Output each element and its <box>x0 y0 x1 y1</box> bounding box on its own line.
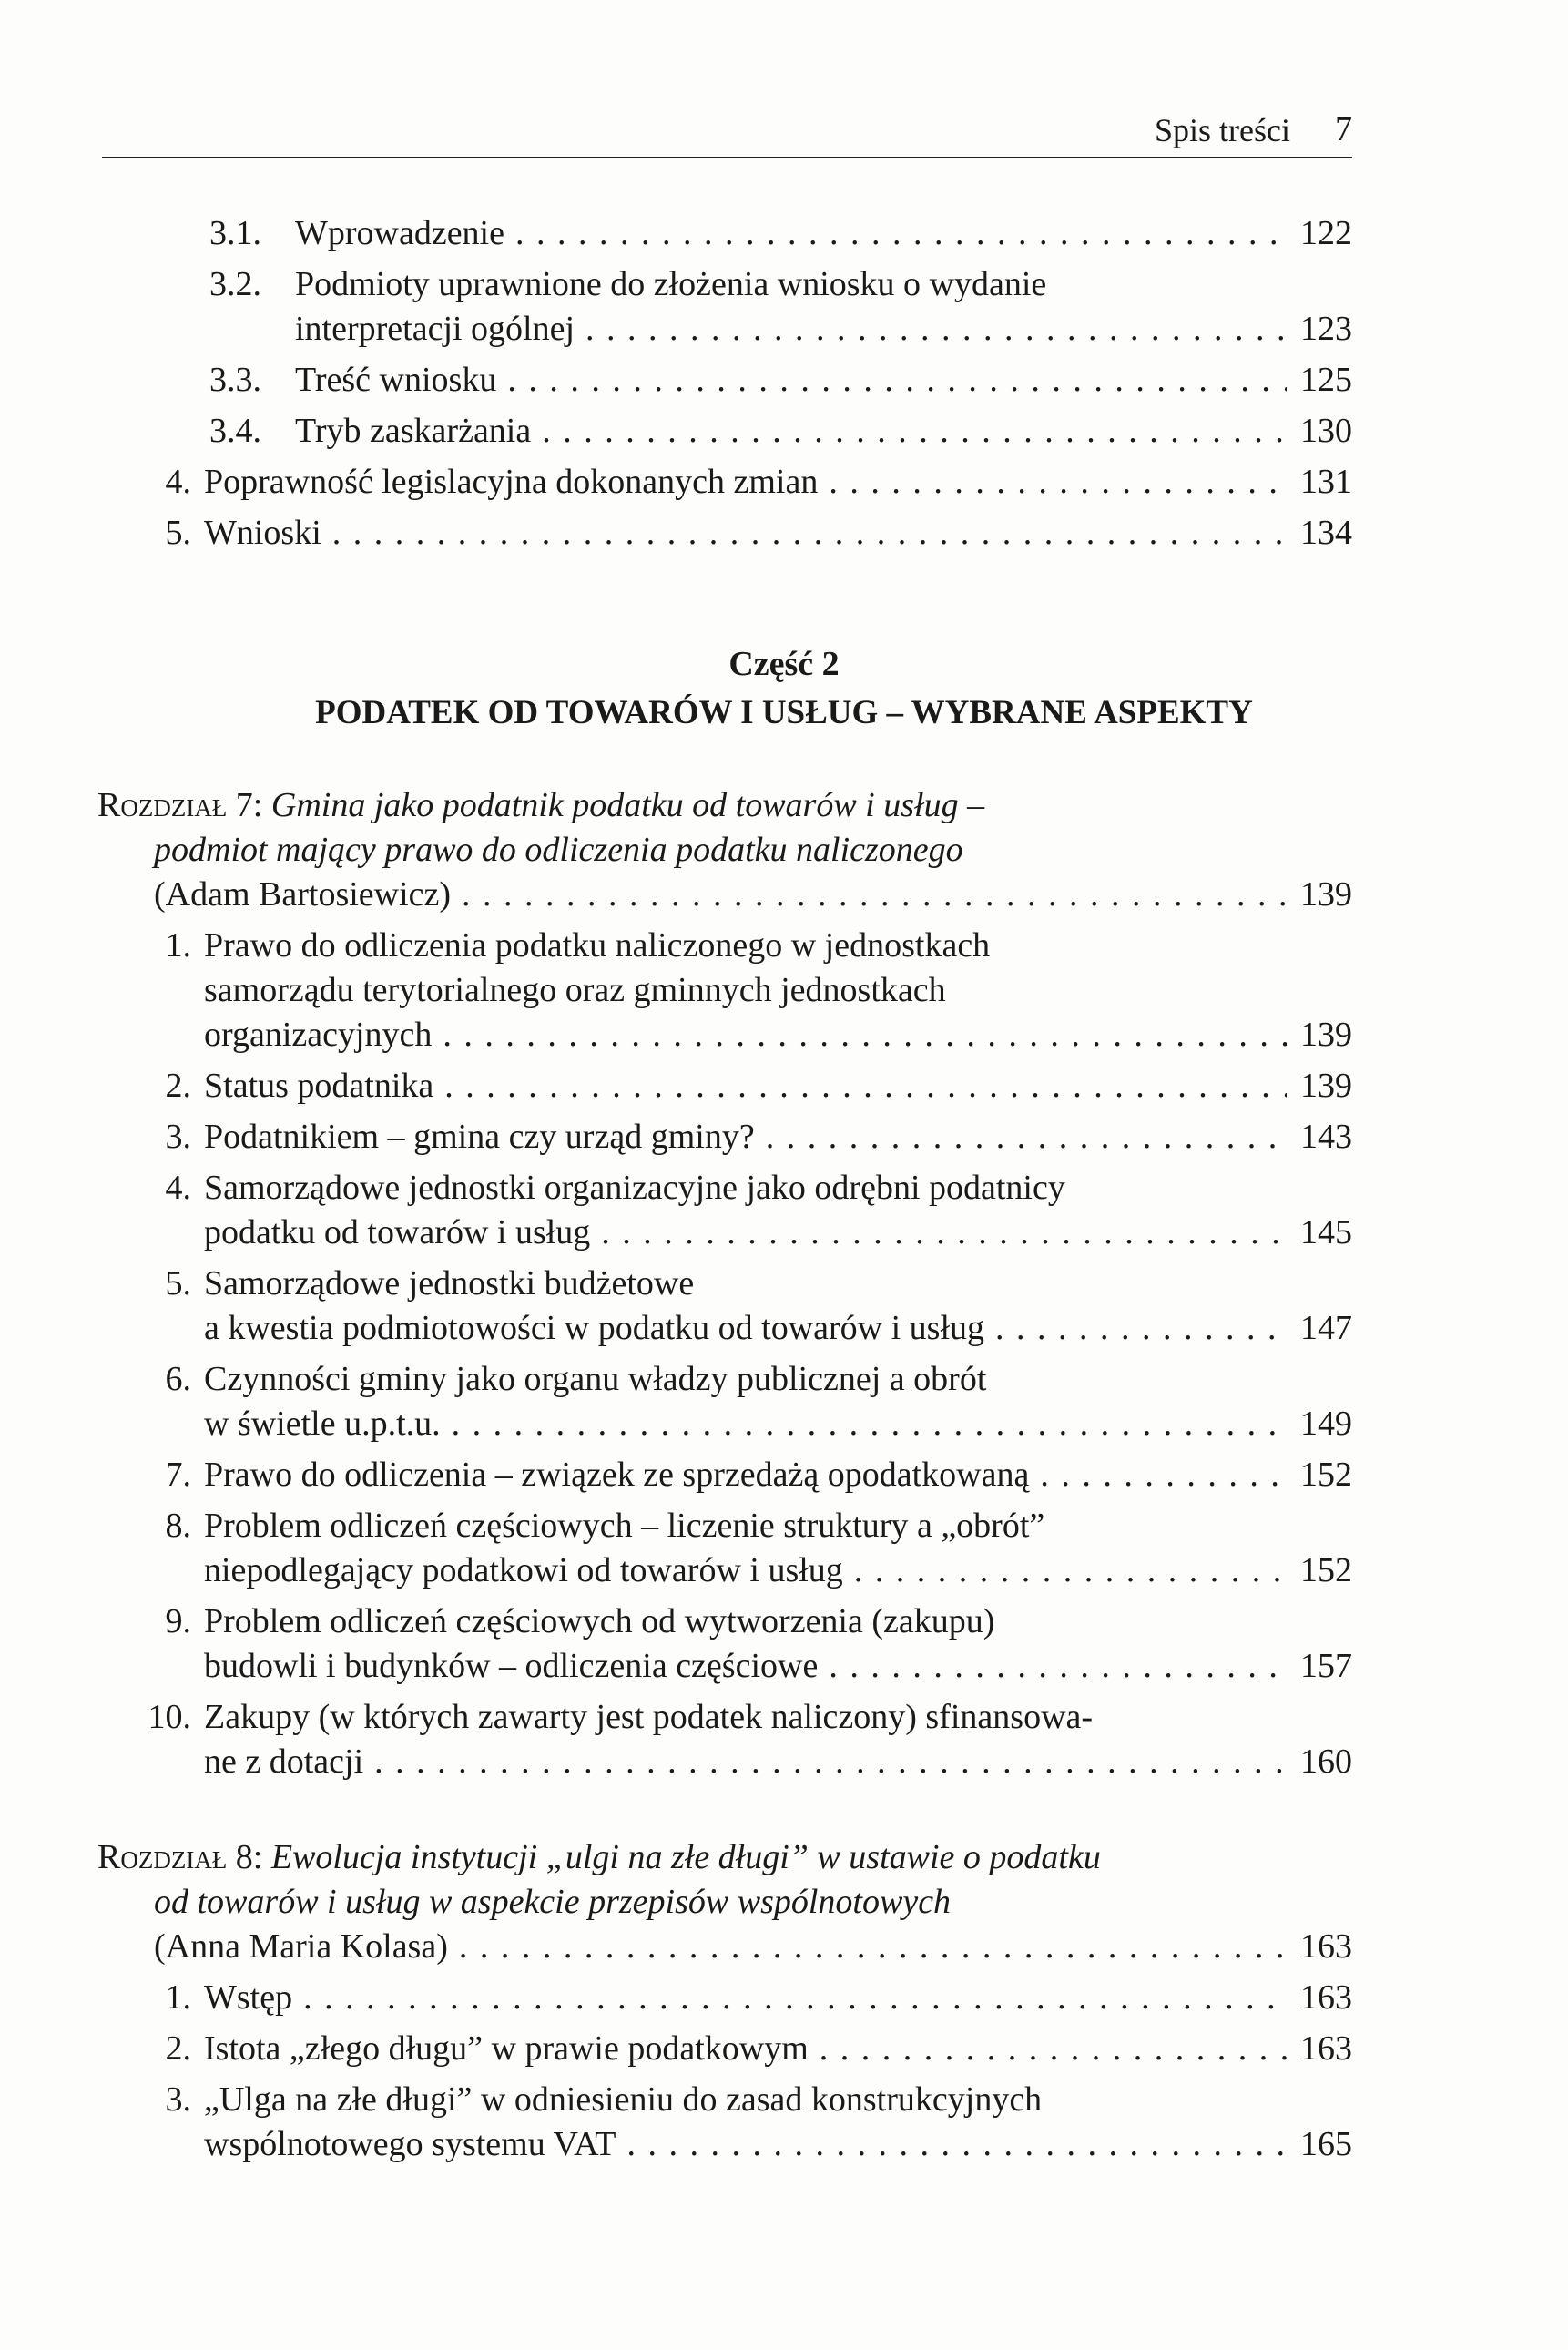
chapter-heading[interactable] <box>0 1835 1568 1969</box>
dot-leader <box>374 1740 1287 1784</box>
dot-leader <box>332 511 1287 556</box>
entry-line <box>204 1064 1352 1109</box>
toc-entry[interactable] <box>0 1357 1568 1446</box>
dot-leader <box>995 1306 1287 1351</box>
entry-number: 5. <box>165 1264 191 1303</box>
entry-page: 147 <box>1300 1309 1352 1347</box>
entry-number: 4. <box>165 463 191 501</box>
toc-chapter-7 <box>0 783 1568 1784</box>
toc-entry[interactable] <box>0 262 1568 352</box>
entry-page: 139 <box>1300 1067 1352 1105</box>
entry-text: podatku od towarów i usług <box>204 1213 591 1252</box>
entry-page: 143 <box>1300 1118 1352 1156</box>
entry-text: Podmioty uprawnione do złożenia wniosku o wydanie <box>295 265 1047 303</box>
dot-leader <box>766 1115 1287 1160</box>
dot-leader <box>515 211 1287 256</box>
toc-entry[interactable] <box>0 211 1568 256</box>
entry-text: organizacyjnych <box>204 1016 433 1054</box>
entry-page: 160 <box>1300 1742 1352 1781</box>
toc-entry[interactable] <box>0 924 1568 1058</box>
entry-line <box>204 1306 1352 1351</box>
entry-text: Podatnikiem – gmina czy urząd gminy? <box>204 1118 755 1156</box>
entry-line <box>204 1115 1352 1160</box>
entry-text: Problem odliczeń częściowych – liczenie struktury a „obrót” <box>204 1507 1045 1545</box>
toc-entry[interactable] <box>0 1115 1568 1160</box>
entry-line <box>204 1211 1352 1255</box>
entry-line <box>295 358 1352 403</box>
entry-text: Poprawność legislacyjna dokonanych zmian <box>204 463 819 501</box>
entry-number: 6. <box>165 1360 191 1398</box>
entry-line <box>204 2078 1352 2122</box>
entry-number: 3. <box>165 2080 191 2119</box>
entry-text: Prawo do odliczenia podatku naliczonego w jednostkach <box>204 926 991 965</box>
chapter-title: od towarów i usług w aspekcie przepisów wspólnotowych <box>154 1883 952 1921</box>
chapter-title: Ewolucja instytucji „ulgi na złe długi” w ustawie o podatku <box>270 1838 1101 1876</box>
entry-number: 4. <box>165 1169 191 1207</box>
dot-leader <box>459 1925 1287 1969</box>
dot-leader <box>452 1402 1287 1446</box>
entry-number: 9. <box>165 1602 191 1640</box>
part-label: Część 2 <box>728 645 840 683</box>
entry-line <box>204 2027 1352 2071</box>
entry-number: 3.3. <box>209 361 261 399</box>
toc-entry[interactable] <box>0 2078 1568 2167</box>
entry-text: w świetle u.p.t.u. <box>204 1405 441 1443</box>
entry-text: „Ulga na złe długi” w odniesieniu do zasad konstrukcyjnych <box>204 2080 1043 2119</box>
entry-page: 152 <box>1300 1551 1352 1589</box>
running-header <box>102 102 1352 158</box>
entry-line <box>204 1402 1352 1446</box>
entry-page: 139 <box>1300 1016 1352 1054</box>
entry-page: 157 <box>1300 1647 1352 1685</box>
toc-entry[interactable] <box>0 358 1568 403</box>
entry-line <box>204 1166 1352 1211</box>
entry-number: 7. <box>165 1456 191 1494</box>
chapter-title-line <box>154 828 1352 873</box>
entry-text: Wstęp <box>204 1978 293 2017</box>
entry-number: 3.2. <box>209 265 261 303</box>
entry-text: niepodlegający podatkowi od towarów i usług <box>204 1551 843 1589</box>
entry-text: ne z dotacji <box>204 1742 364 1781</box>
entry-text: Tryb zaskarżania <box>295 412 532 450</box>
entry-text: Zakupy (w których zawarty jest podatek naliczony) sfinansowa- <box>204 1698 1094 1736</box>
running-header-title: Spis treści <box>1155 112 1290 148</box>
chapter-author-line <box>154 873 1352 917</box>
chapter-title-line <box>97 1835 1568 1880</box>
chapter-title-line <box>154 1880 1352 1925</box>
dot-leader <box>462 873 1287 917</box>
entry-line <box>204 924 1352 968</box>
entry-number: 2. <box>165 1067 191 1105</box>
entry-line <box>204 1740 1352 1784</box>
entry-line <box>204 1453 1352 1497</box>
entry-page: 125 <box>1300 361 1352 399</box>
entry-line <box>204 1695 1352 1740</box>
dot-leader <box>303 1976 1287 2020</box>
toc-entry[interactable] <box>0 460 1568 505</box>
chapter-page: 139 <box>1300 875 1352 914</box>
entry-number: 3.1. <box>209 214 261 252</box>
entry-page: 165 <box>1300 2125 1352 2163</box>
entry-line <box>204 968 1352 1013</box>
dot-leader <box>627 2122 1287 2167</box>
part-title: PODATEK OD TOWARÓW I USŁUG – WYBRANE ASPEKTY <box>315 694 1253 731</box>
entry-line <box>204 1357 1352 1402</box>
entry-text: Wnioski <box>204 514 321 552</box>
toc-entry[interactable] <box>0 1453 1568 1497</box>
chapter-author: (Adam Bartosiewicz) <box>154 875 452 914</box>
entry-page: 145 <box>1300 1213 1352 1252</box>
dot-leader <box>854 1548 1287 1593</box>
entry-line <box>204 1644 1352 1689</box>
dot-leader <box>585 307 1287 352</box>
entry-text: wspólnotowego systemu VAT <box>204 2125 616 2163</box>
toc-entry[interactable] <box>0 1976 1568 2020</box>
entry-page: 130 <box>1300 412 1352 450</box>
entry-text: Treść wniosku <box>295 361 497 399</box>
toc-entry[interactable] <box>0 1064 1568 1109</box>
entry-page: 163 <box>1300 1978 1352 2017</box>
entry-number: 1. <box>165 1978 191 2017</box>
dot-leader <box>820 2027 1287 2071</box>
entry-page: 163 <box>1300 2029 1352 2068</box>
chapter-author: (Anna Maria Kolasa) <box>154 1927 448 1966</box>
chapter-title: Gmina jako podatnik podatku od towarów i usług – <box>270 786 985 824</box>
entry-line <box>295 211 1352 256</box>
dot-leader <box>507 358 1287 403</box>
chapter-label: Rozdział 7: <box>97 786 263 824</box>
dot-leader <box>443 1013 1287 1058</box>
entry-number: 10. <box>148 1698 191 1736</box>
part-heading <box>0 640 1568 737</box>
chapter-author-line <box>154 1925 1352 1969</box>
entry-page: 123 <box>1300 310 1352 348</box>
entry-page: 149 <box>1300 1405 1352 1443</box>
chapter-page: 163 <box>1300 1927 1352 1966</box>
entry-page: 134 <box>1300 514 1352 552</box>
entry-text: Czynności gminy jako organu władzy publicznej a obrót <box>204 1360 987 1398</box>
entry-line <box>204 1262 1352 1306</box>
toc-entry[interactable] <box>0 409 1568 454</box>
toc-entry[interactable] <box>0 1262 1568 1351</box>
dot-leader <box>1040 1453 1287 1497</box>
entry-line <box>204 1599 1352 1644</box>
dot-leader <box>601 1211 1287 1255</box>
entry-number: 3. <box>165 1118 191 1156</box>
toc-entry[interactable] <box>0 1695 1568 1784</box>
entry-text: Wprowadzenie <box>295 214 504 252</box>
entry-text: Prawo do odliczenia – związek ze sprzedażą opodatkowaną <box>204 1456 1030 1494</box>
entry-line <box>204 1976 1352 2020</box>
entry-text: Problem odliczeń częściowych od wytworzenia (zakupu) <box>204 1602 995 1640</box>
toc-entry[interactable] <box>0 1599 1568 1689</box>
toc-entry[interactable] <box>0 1504 1568 1593</box>
entry-number: 3.4. <box>209 412 261 450</box>
chapter-title: podmiot mający prawo do odliczenia podatku naliczonego <box>154 831 963 869</box>
entry-line <box>204 511 1352 556</box>
dot-leader <box>444 1064 1287 1109</box>
entry-number: 5. <box>165 514 191 552</box>
entry-text: interpretacji ogólnej <box>295 310 575 348</box>
entry-text: Istota „złego długu” w prawie podatkowym <box>204 2029 809 2068</box>
entry-line <box>204 1504 1352 1548</box>
toc-entry[interactable] <box>0 511 1568 556</box>
entry-text: samorządu terytorialnego oraz gminnych jednostkach <box>204 971 946 1009</box>
entry-number: 2. <box>165 2029 191 2068</box>
entry-line <box>295 262 1352 307</box>
entry-text: Status podatnika <box>204 1067 434 1105</box>
dot-leader <box>542 409 1287 454</box>
entry-page: 152 <box>1300 1456 1352 1494</box>
entry-line <box>204 460 1352 505</box>
entry-text: Samorządowe jednostki budżetowe <box>204 1264 695 1303</box>
entry-line <box>204 2122 1352 2167</box>
entry-page: 131 <box>1300 463 1352 501</box>
entry-page: 122 <box>1300 214 1352 252</box>
toc-entry[interactable] <box>0 1166 1568 1255</box>
entry-number: 8. <box>165 1507 191 1545</box>
toc-chapter-8 <box>0 1835 1568 2167</box>
dot-leader <box>829 460 1287 505</box>
entry-text: a kwestia podmiotowości w podatku od towarów i usług <box>204 1309 985 1347</box>
entry-line <box>295 409 1352 454</box>
entry-line <box>295 307 1352 352</box>
entry-number: 1. <box>165 926 191 965</box>
entry-text: Samorządowe jednostki organizacyjne jako odrębni podatnicy <box>204 1169 1065 1207</box>
chapter-heading[interactable] <box>0 783 1568 917</box>
entry-line <box>204 1548 1352 1593</box>
entry-text: budowli i budynków – odliczenia częściowe <box>204 1647 819 1685</box>
chapter-label: Rozdział 8: <box>97 1838 263 1876</box>
page-number: 7 <box>1335 110 1352 148</box>
chapter-title-line <box>97 783 1568 828</box>
entry-line <box>204 1013 1352 1058</box>
dot-leader <box>829 1644 1287 1689</box>
toc-entry[interactable] <box>0 2027 1568 2071</box>
toc-section-continued <box>0 211 1568 556</box>
